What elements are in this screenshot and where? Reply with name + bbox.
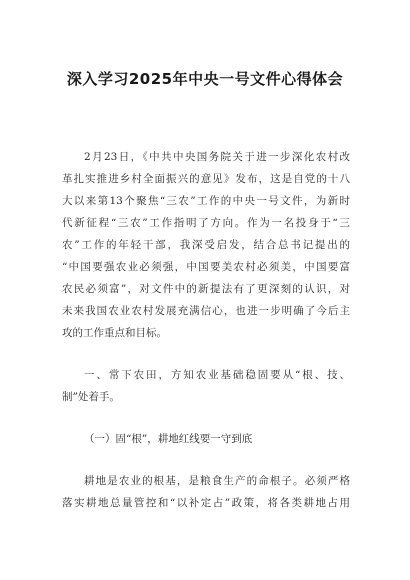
subsection-1-heading: （一）固“根”，耕地红线要一守到底 bbox=[84, 433, 253, 445]
section-1-heading-line-1: 一、常下农田，方知农业基础稳固要从“根、技、 bbox=[84, 369, 350, 381]
paragraph-2-line-2: 落实耕地总量管控和“以补定占”政策，将各类耕地占用 bbox=[62, 497, 350, 509]
paragraph-1-line-1: 2月23日，《中共中央国务院关于进一步深化农村改 bbox=[84, 151, 350, 163]
paragraph-1-line-2: 革扎实推进乡村全面振兴的意见》发布，这是自党的十八 bbox=[62, 173, 350, 185]
paragraph-1-line-6: “中国要强农业必须强，中国要美农村必须美，中国要富 bbox=[62, 261, 350, 273]
paragraph-2-line-1: 耕地是农业的根基，是粮食生产的命根子。必须严格 bbox=[84, 475, 350, 487]
paragraph-1-line-8: 未来我国农业农村发展充满信心，也进一步明确了今后主 bbox=[62, 305, 350, 317]
section-1-heading-line-2: 制”处着手。 bbox=[62, 391, 120, 403]
document-title: 深入学习2025年中央一号文件心得体会 bbox=[66, 70, 344, 88]
paragraph-1-line-9: 攻的工作重点和目标。 bbox=[62, 327, 167, 339]
paragraph-1-line-4: 代新征程“三农”工作指明了方向。作为一名投身于“三 bbox=[62, 217, 350, 229]
paragraph-1-line-3: 大以来第13个聚焦“三农”工作的中央一号文件，为新时 bbox=[62, 195, 350, 207]
paragraph-1-line-7: 农民必须富”，对文件中的新提法有了更深刻的认识，对 bbox=[62, 283, 350, 295]
paragraph-1-line-5: 农”工作的年轻干部，我深受启发，结合总书记提出的 bbox=[62, 239, 350, 251]
